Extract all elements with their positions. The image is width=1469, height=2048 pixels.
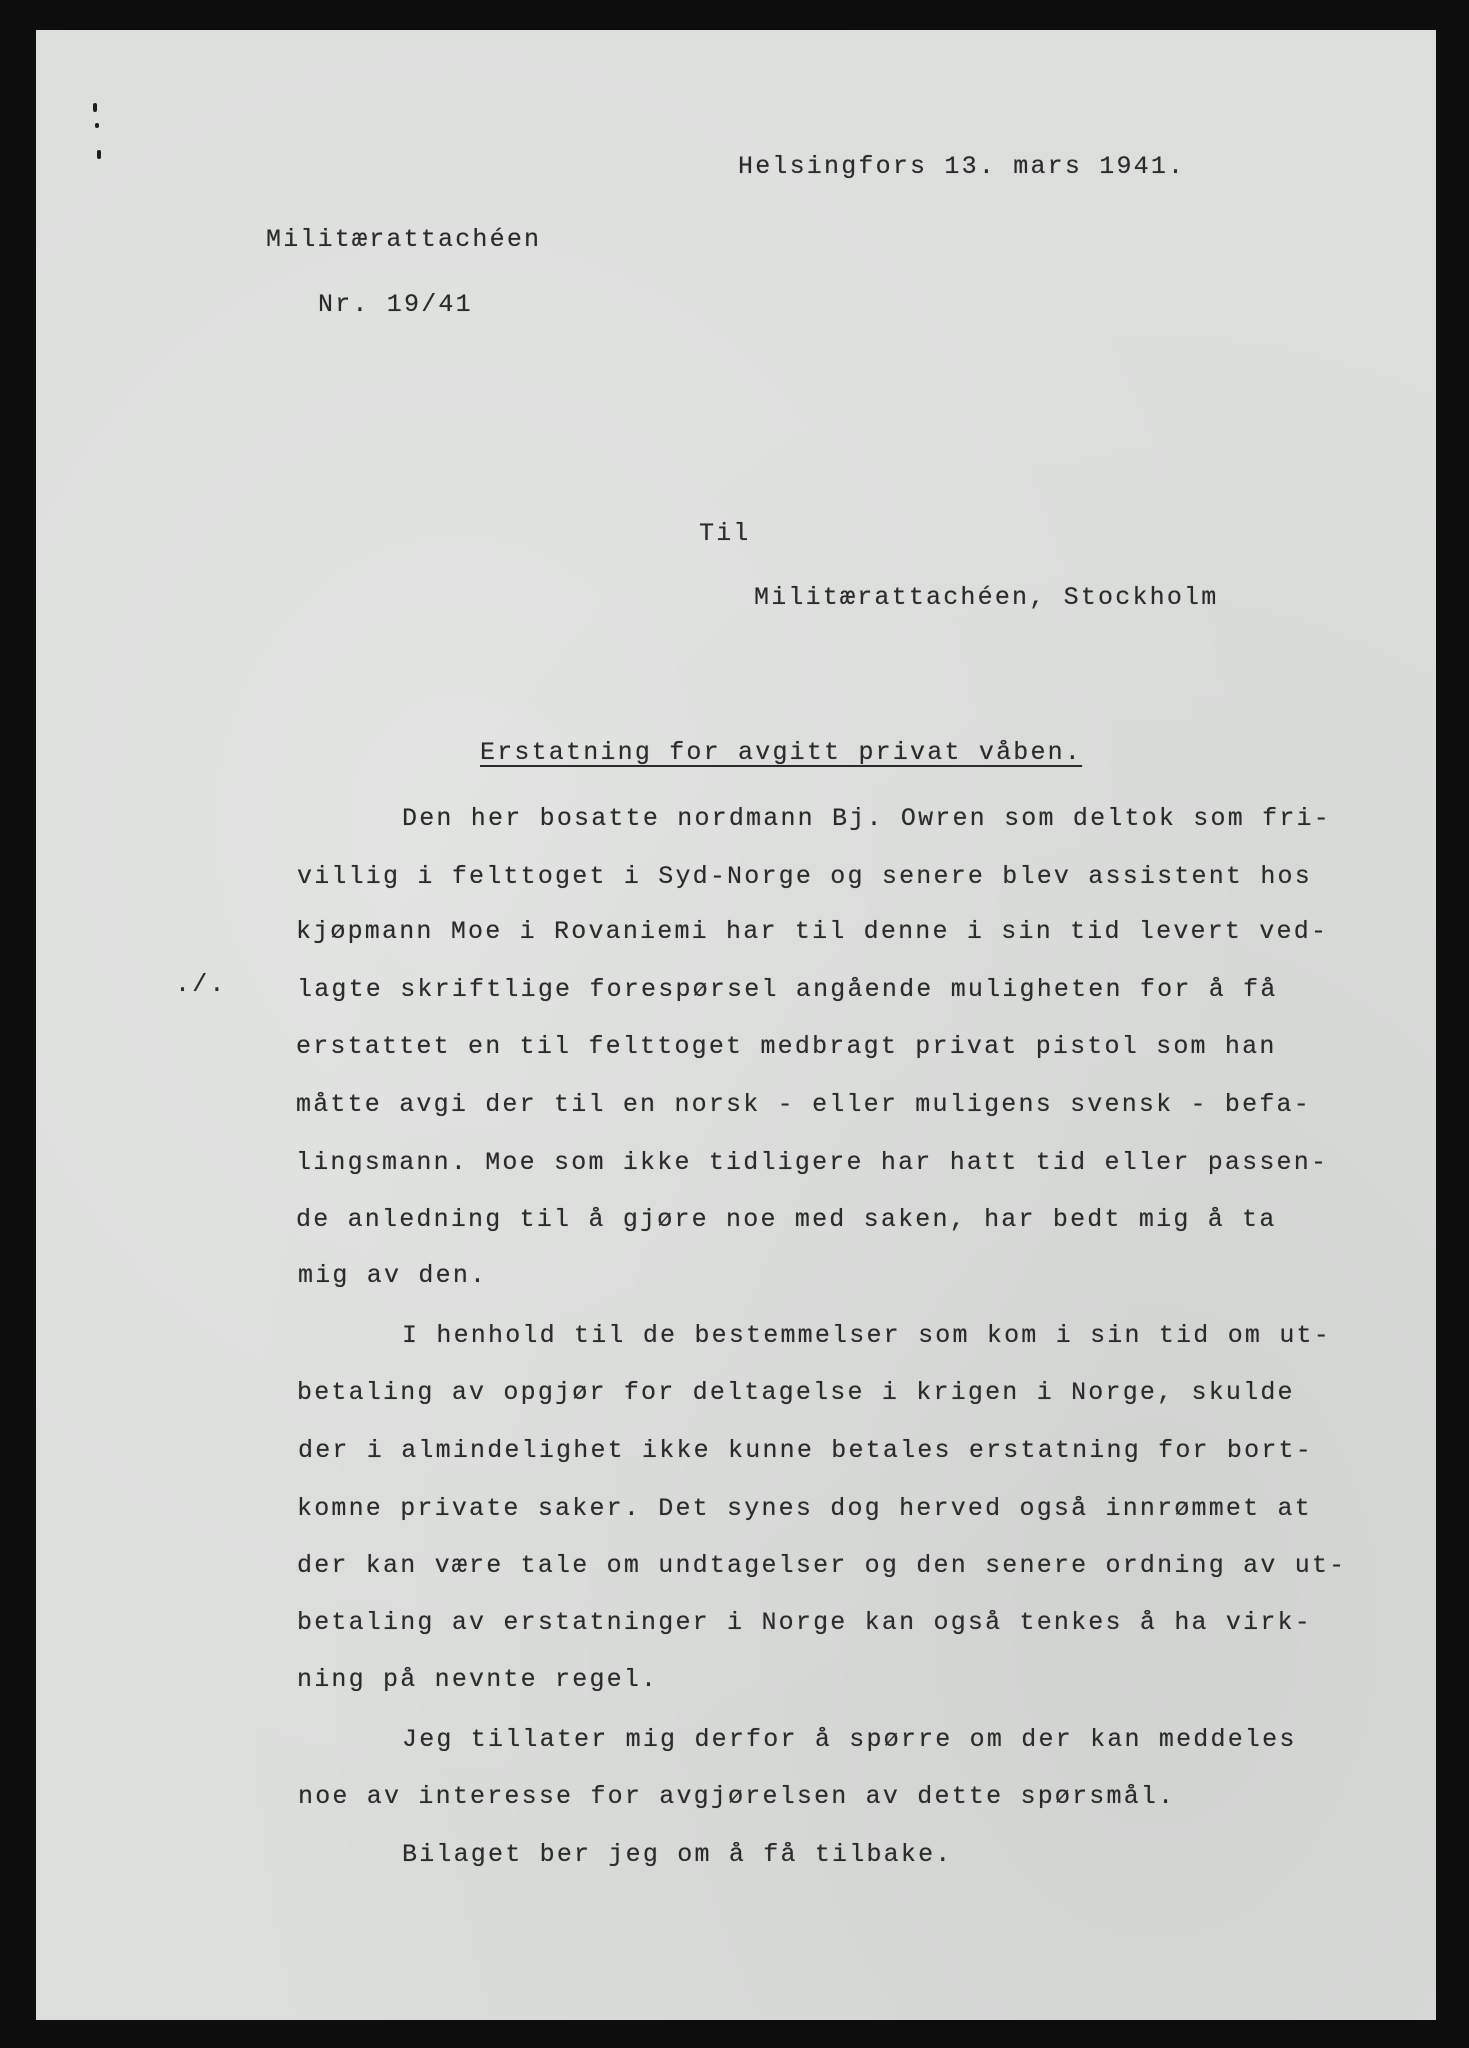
- body-line: der kan være tale om undtagelser og den senere ordning av ut-: [297, 1551, 1347, 1580]
- attachment-mark: ./.: [175, 970, 227, 999]
- body-line: måtte avgi der til en norsk - eller muligens svensk - befa-: [296, 1090, 1311, 1119]
- reference-number: Nr. 19/41: [318, 290, 473, 319]
- body-line: Den her bosatte nordmann Bj. Owren som deltok som fri-: [402, 804, 1331, 833]
- body-line: lingsmann. Moe som ikke tidligere har hatt tid eller passen-: [296, 1148, 1329, 1177]
- body-line: villig i felttoget i Syd-Norge og senere blev assistent hos: [297, 862, 1312, 891]
- body-line: betaling av erstatninger i Norge kan også tenkes å ha virk-: [297, 1608, 1312, 1637]
- body-line: Jeg tillater mig derfor å spørre om der kan meddeles: [402, 1725, 1297, 1754]
- body-line: de anledning til å gjøre noe med saken, har bedt mig å ta: [296, 1205, 1277, 1234]
- recipient-label: Til: [699, 519, 751, 548]
- subject-line: Erstatning for avgitt privat våben.: [480, 738, 1083, 767]
- body-line: erstattet en til felttoget medbragt privat pistol som han: [296, 1032, 1277, 1061]
- body-line: I henhold til de bestemmelser som kom i sin tid om ut-: [402, 1321, 1331, 1350]
- punch-mark-bottom: [97, 150, 101, 159]
- punch-mark-top: [93, 103, 97, 112]
- body-line: Bilaget ber jeg om å få tilbake.: [402, 1840, 953, 1869]
- recipient-addressee: Militærattachéen, Stockholm: [754, 583, 1219, 612]
- body-line: kjøpmann Moe i Rovaniemi har til denne i sin tid levert ved-: [296, 917, 1329, 946]
- body-line: mig av den.: [298, 1261, 488, 1290]
- paper-sheet: [36, 30, 1436, 2020]
- body-line: komne private saker. Det synes dog herved også innrømmet at: [297, 1494, 1312, 1523]
- place-date: Helsingfors 13. mars 1941.: [738, 152, 1186, 181]
- body-line: noe av interesse for avgjørelsen av dette spørsmål.: [298, 1782, 1176, 1811]
- body-line: ning på nevnte regel.: [297, 1665, 659, 1694]
- body-line: der i almindelighet ikke kunne betales erstatning for bort-: [298, 1436, 1313, 1465]
- punch-mark-middle: [95, 123, 99, 128]
- sender: Militærattachéen: [266, 225, 542, 254]
- body-line: betaling av opgjør for deltagelse i krigen i Norge, skulde: [297, 1378, 1295, 1407]
- body-line: lagte skriftlige forespørsel angående muligheten for å få: [297, 975, 1278, 1004]
